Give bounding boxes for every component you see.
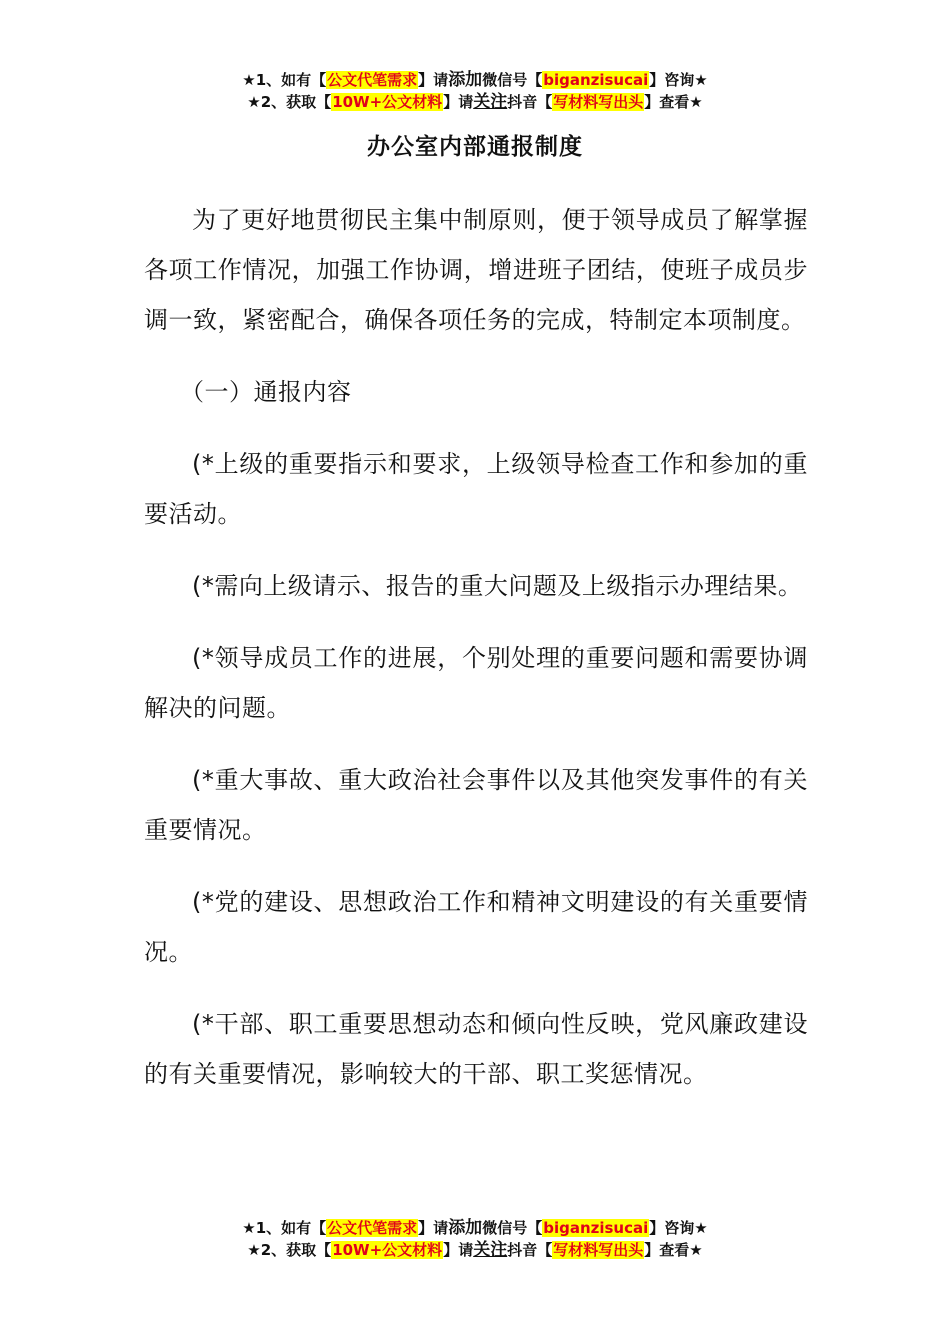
promo-text: ★1、如有【 — [242, 1219, 327, 1237]
promo-text: 抖音【 — [507, 1241, 553, 1259]
promo-text: ★2、获取【 — [247, 93, 332, 111]
promo-emphasis: 添加 — [448, 70, 483, 90]
promo-emphasis: 添加 — [448, 1218, 483, 1238]
promo-text: 微信号【 — [482, 1219, 543, 1237]
list-item: (*领导成员工作的进展，个别处理的重要问题和需要协调解决的问题。 — [144, 644, 808, 722]
promo-text: 微信号【 — [482, 71, 543, 89]
promo-emphasis: 关注 — [473, 1240, 508, 1260]
promo-highlight-douyin: 写材料写出头 — [553, 1241, 644, 1259]
list-item: (*上级的重要指示和要求，上级领导检查工作和参加的重要活动。 — [144, 450, 808, 528]
promo-text: 抖音【 — [507, 93, 553, 111]
promo-highlight: 10W+公文材料 — [332, 93, 443, 111]
promo-text: 】请 — [418, 1219, 449, 1237]
document-title: 办公室内部通报制度 — [367, 134, 583, 160]
section-heading: （一）通报内容 — [180, 378, 352, 406]
list-item: (*需向上级请示、报告的重大问题及上级指示办理结果。 — [192, 572, 803, 600]
promo-text: 】查看★ — [644, 93, 703, 111]
promo-line-1 — [0, 69, 950, 91]
promo-line-2 — [0, 1239, 950, 1261]
promo-text: 】请 — [443, 93, 474, 111]
promo-text: 】咨询★ — [649, 1219, 708, 1237]
promo-banner-top — [0, 69, 950, 113]
intro-paragraph: 为了更好地贯彻民主集中制原则，便于领导成员了解掌握各项工作情况，加强工作协调，增进班子团结，使班子成员步调一致，紧密配合，确保各项任务的完成，特制定本项制度。 — [144, 206, 808, 334]
promo-text: 】查看★ — [644, 1241, 703, 1259]
promo-highlight-wechat-id: biganzisucai — [543, 1219, 649, 1237]
promo-highlight: 公文代笔需求 — [327, 71, 418, 89]
promo-highlight-wechat-id: biganzisucai — [543, 71, 649, 89]
promo-highlight: 10W+公文材料 — [332, 1241, 443, 1259]
list-item: (*干部、职工重要思想动态和倾向性反映，党风廉政建设的有关重要情况，影响较大的干部、职工奖惩情况。 — [144, 1010, 808, 1088]
promo-highlight: 公文代笔需求 — [327, 1219, 418, 1237]
document-body — [144, 195, 808, 1121]
promo-text: ★2、获取【 — [247, 1241, 332, 1259]
promo-text: 】咨询★ — [649, 71, 708, 89]
list-item: (*党的建设、思想政治工作和精神文明建设的有关重要情况。 — [144, 888, 808, 966]
promo-text: 】请 — [418, 71, 449, 89]
promo-text: ★1、如有【 — [242, 71, 327, 89]
promo-emphasis: 关注 — [473, 92, 508, 112]
promo-line-2 — [0, 91, 950, 113]
promo-text: 】请 — [443, 1241, 474, 1259]
promo-banner-bottom — [0, 1217, 950, 1261]
promo-highlight-douyin: 写材料写出头 — [553, 93, 644, 111]
list-item: (*重大事故、重大政治社会事件以及其他突发事件的有关重要情况。 — [144, 766, 808, 844]
promo-line-1 — [0, 1217, 950, 1239]
